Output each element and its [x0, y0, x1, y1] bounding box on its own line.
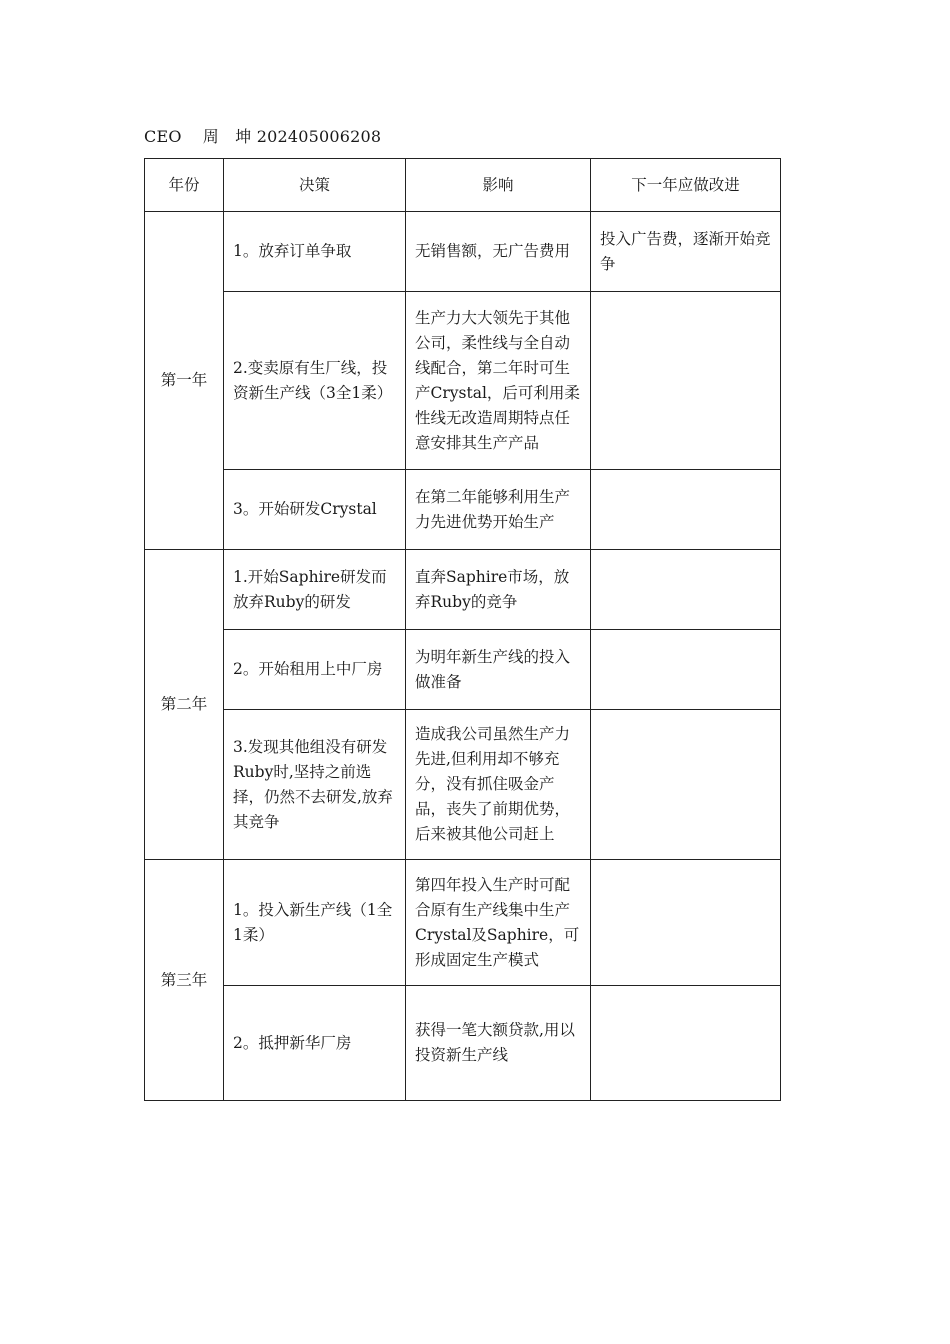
- year-cell: 第二年: [145, 550, 224, 860]
- header-name: 周 坤: [202, 127, 252, 146]
- decision-cell: 1.开始Saphire研发而放弃Ruby的研发: [224, 550, 406, 630]
- improvement-cell: [591, 986, 781, 1101]
- document-header: [144, 124, 381, 147]
- table-row: [145, 470, 781, 550]
- improvement-cell: [591, 630, 781, 710]
- impact-cell: 无销售额，无广告费用: [406, 212, 591, 292]
- table-row: [145, 630, 781, 710]
- improvement-cell: 投入广告费，逐渐开始竞争: [591, 212, 781, 292]
- decision-cell: 1。放弃订单争取: [224, 212, 406, 292]
- table-row: [145, 292, 781, 470]
- year-cell: 第一年: [145, 212, 224, 550]
- table-row: [145, 212, 781, 292]
- impact-cell: 在第二年能够利用生产力先进优势开始生产: [406, 470, 591, 550]
- impact-cell: 直奔Saphire市场，放弃Ruby的竞争: [406, 550, 591, 630]
- impact-cell: 造成我公司虽然生产力先进,但利用却不够充分，没有抓住吸金产品，丧失了前期优势，后来被其他公司赶上: [406, 710, 591, 860]
- decision-cell: 3。开始研发Crystal: [224, 470, 406, 550]
- column-header-impact: 影响: [406, 159, 591, 212]
- column-header-decision: 决策: [224, 159, 406, 212]
- improvement-cell: [591, 550, 781, 630]
- header-student-id: 202405006208: [256, 127, 382, 146]
- impact-cell: 获得一笔大额贷款,用以投资新生产线: [406, 986, 591, 1101]
- improvement-cell: [591, 860, 781, 986]
- decision-cell: 2。抵押新华厂房: [224, 986, 406, 1101]
- column-header-year: 年份: [145, 159, 224, 212]
- decision-table: [144, 158, 781, 1101]
- decision-cell: 2.变卖原有生厂线，投资新生产线（3全1柔）: [224, 292, 406, 470]
- impact-cell: 生产力大大领先于其他公司，柔性线与全自动线配合，第二年时可生产Crystal，后可利用柔性线无改造周期特点任意安排其生产产品: [406, 292, 591, 470]
- impact-cell: 为明年新生产线的投入做准备: [406, 630, 591, 710]
- impact-cell: 第四年投入生产时可配合原有生产线集中生产Crystal及Saphire，可形成固定生产模式: [406, 860, 591, 986]
- improvement-cell: [591, 292, 781, 470]
- year-cell: 第三年: [145, 860, 224, 1101]
- decision-cell: 1。投入新生产线（1全1柔）: [224, 860, 406, 986]
- improvement-cell: [591, 710, 781, 860]
- header-role: CEO: [144, 127, 182, 146]
- decision-cell: 3.发现其他组没有研发Ruby时,坚持之前选择，仍然不去研发,放弃其竞争: [224, 710, 406, 860]
- table-row: [145, 710, 781, 860]
- improvement-cell: [591, 470, 781, 550]
- table-row: [145, 860, 781, 986]
- table-row: [145, 986, 781, 1101]
- table-header-row: [145, 159, 781, 212]
- decision-cell: 2。开始租用上中厂房: [224, 630, 406, 710]
- table-row: [145, 550, 781, 630]
- column-header-improvement: 下一年应做改进: [591, 159, 781, 212]
